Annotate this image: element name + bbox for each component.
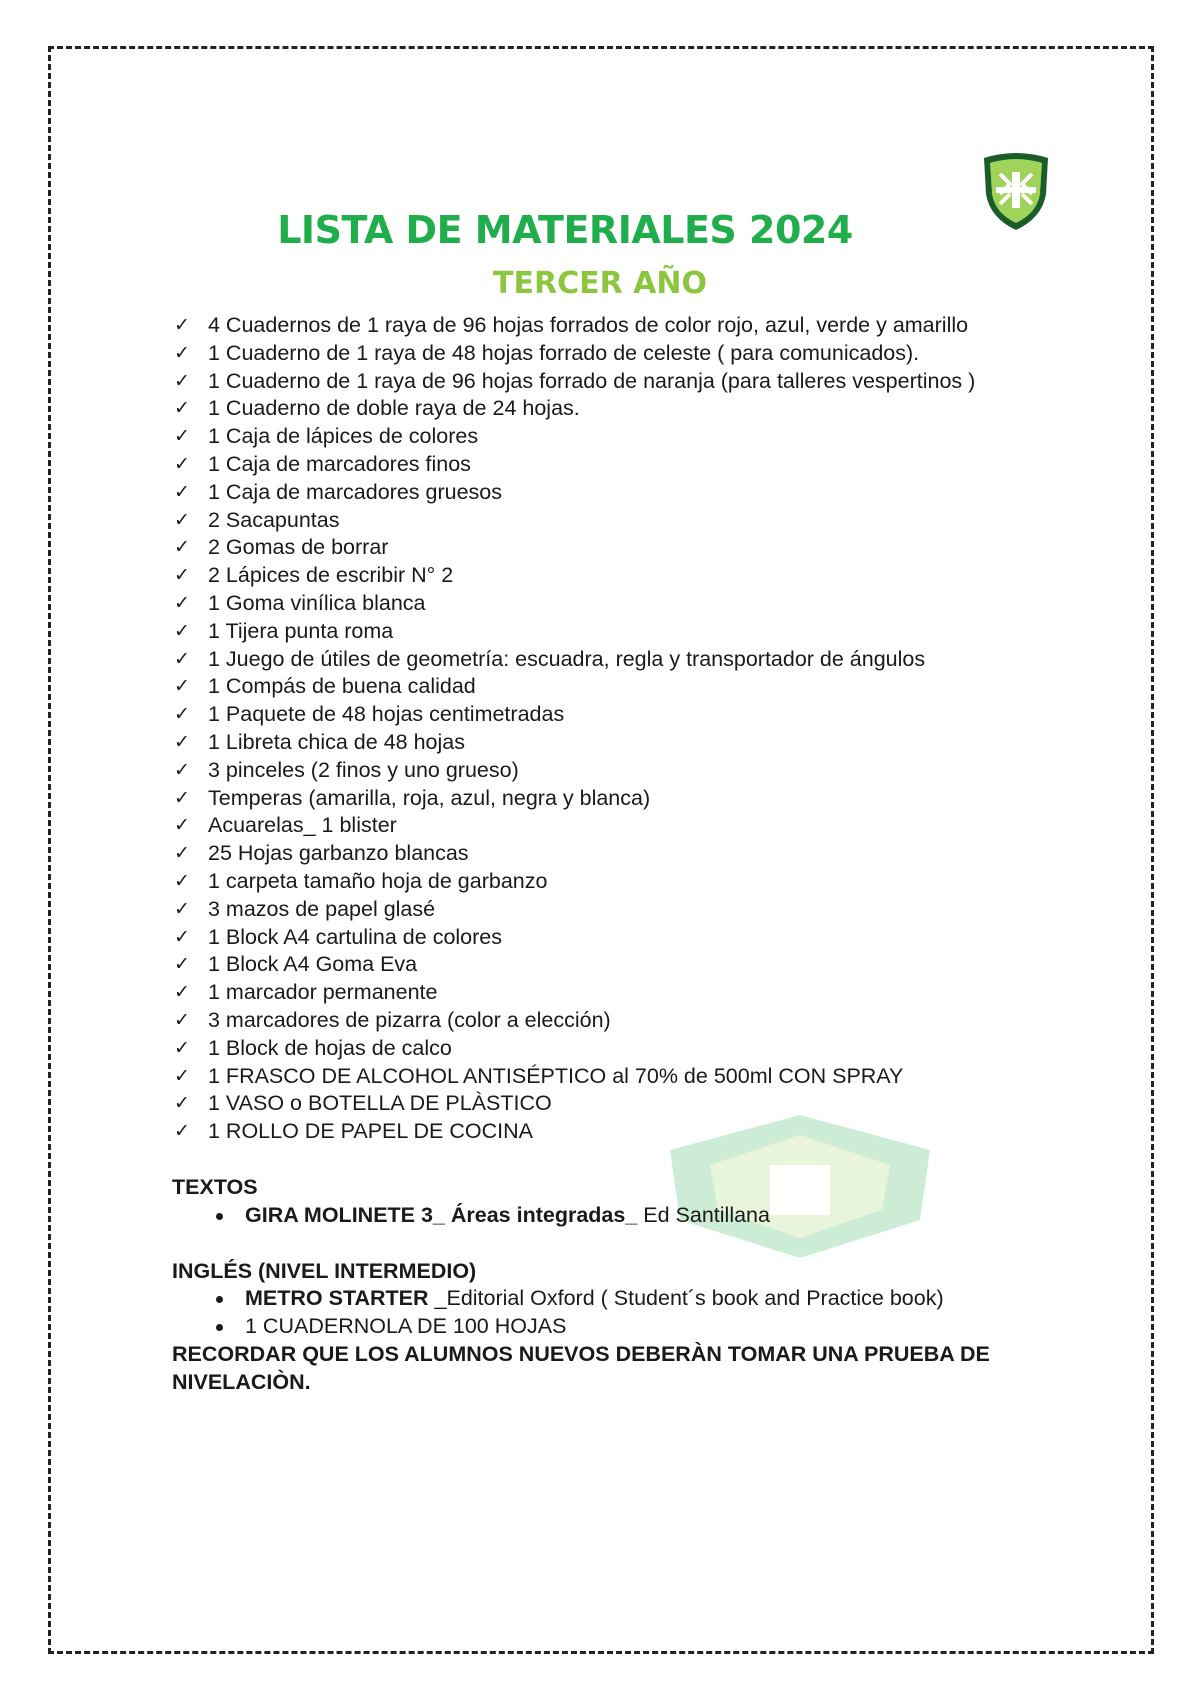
list-item bbox=[172, 979, 1072, 1007]
list-item bbox=[172, 1118, 1072, 1146]
list-item bbox=[172, 1313, 1072, 1341]
checkmark-icon: ✓ bbox=[174, 647, 190, 670]
checkmark-icon: ✓ bbox=[174, 508, 190, 531]
list-item bbox=[172, 368, 1072, 396]
list-item bbox=[172, 896, 1072, 924]
list-item bbox=[172, 1090, 1072, 1118]
list-item-text: 1 Block A4 cartulina de colores bbox=[208, 924, 502, 949]
checkmark-icon: ✓ bbox=[174, 869, 190, 892]
list-item-text: 2 Lápices de escribir N° 2 bbox=[208, 563, 454, 588]
list-item bbox=[172, 1035, 1072, 1063]
list-item bbox=[172, 729, 1072, 757]
list-item-text: 1 Cuaderno de 1 raya de 96 hojas forrado de naranja (para talleres vespertinos ) bbox=[208, 368, 976, 393]
list-item bbox=[172, 924, 1072, 952]
list-item bbox=[172, 395, 1072, 423]
list-item bbox=[172, 868, 1072, 896]
page-title: LISTA DE MATERIALES 2024 bbox=[277, 208, 853, 252]
bullet-dot-icon bbox=[216, 1213, 223, 1220]
item-detail: _Editorial Oxford ( Student´s book and Practice book) bbox=[428, 1286, 944, 1311]
list-item-text: Temperas (amarilla, roja, azul, negra y blanca) bbox=[208, 785, 651, 810]
document-body bbox=[172, 312, 1072, 1396]
list-item-text: 1 Libreta chica de 48 hojas bbox=[208, 729, 465, 754]
checkmark-icon: ✓ bbox=[174, 536, 190, 559]
bullet-dot-icon bbox=[216, 1324, 223, 1331]
item-title: GIRA MOLINETE 3_ Áreas integradas_ bbox=[245, 1202, 638, 1227]
list-item bbox=[172, 590, 1072, 618]
list-item-text: 1 FRASCO DE ALCOHOL ANTISÉPTICO al 70% de 500ml CON SPRAY bbox=[208, 1063, 904, 1088]
list-item bbox=[172, 646, 1072, 674]
item-detail: Ed Santillana bbox=[637, 1202, 770, 1227]
list-item-text: 1 Caja de marcadores finos bbox=[208, 451, 471, 476]
list-item-text: 3 pinceles (2 finos y uno grueso) bbox=[208, 757, 519, 782]
list-item bbox=[172, 451, 1072, 479]
checkmark-icon: ✓ bbox=[174, 1120, 190, 1143]
checkmark-icon: ✓ bbox=[174, 341, 190, 364]
list-item bbox=[172, 312, 1072, 340]
list-item-text: 1 Caja de lápices de colores bbox=[208, 424, 479, 449]
list-item bbox=[172, 507, 1072, 535]
list-item-text: 3 mazos de papel glasé bbox=[208, 896, 436, 921]
list-item-text: 2 Sacapuntas bbox=[208, 507, 340, 532]
checkmark-icon: ✓ bbox=[174, 897, 190, 920]
list-item bbox=[172, 812, 1072, 840]
checkmark-icon: ✓ bbox=[174, 619, 190, 642]
checkmark-icon: ✓ bbox=[174, 1036, 190, 1059]
page-subtitle: TERCER AÑO bbox=[493, 266, 707, 301]
texts-list bbox=[172, 1202, 1072, 1230]
checkmark-icon: ✓ bbox=[174, 675, 190, 698]
list-item bbox=[172, 1063, 1072, 1091]
reminder-note: RECORDAR QUE LOS ALUMNOS NUEVOS DEBERÀN TOMAR UNA PRUEBA DE NIVELACIÒN. bbox=[172, 1341, 990, 1394]
checkmark-icon: ✓ bbox=[174, 591, 190, 614]
list-item-text: Acuarelas_ 1 blister bbox=[208, 813, 397, 838]
checkmark-icon: ✓ bbox=[174, 953, 190, 976]
checkmark-icon: ✓ bbox=[174, 1008, 190, 1031]
list-item bbox=[172, 840, 1072, 868]
checkmark-icon: ✓ bbox=[174, 842, 190, 865]
checkmark-icon: ✓ bbox=[174, 1092, 190, 1115]
list-item-text: 1 marcador permanente bbox=[208, 980, 438, 1005]
list-item-text: 1 Paquete de 48 hojas centimetradas bbox=[208, 702, 565, 727]
checkmark-icon: ✓ bbox=[174, 1064, 190, 1087]
english-heading: INGLÉS (NIVEL INTERMEDIO) bbox=[172, 1258, 477, 1283]
checkmark-icon: ✓ bbox=[174, 758, 190, 781]
list-item-text: 1 Cuaderno de doble raya de 24 hojas. bbox=[208, 396, 580, 421]
list-item-text: 2 Gomas de borrar bbox=[208, 535, 389, 560]
list-item bbox=[172, 1202, 1072, 1230]
texts-heading: TEXTOS bbox=[172, 1174, 258, 1199]
checkmark-icon: ✓ bbox=[174, 452, 190, 475]
list-item bbox=[172, 785, 1072, 813]
item-detail: 1 CUADERNOLA DE 100 HOJAS bbox=[245, 1314, 567, 1339]
list-item-text: 1 ROLLO DE PAPEL DE COCINA bbox=[208, 1119, 533, 1144]
list-item-text: 1 Cuaderno de 1 raya de 48 hojas forrado de celeste ( para comunicados). bbox=[208, 340, 920, 365]
checkmark-icon: ✓ bbox=[174, 314, 190, 336]
list-item-text: 1 Compás de buena calidad bbox=[208, 674, 476, 699]
checkmark-icon: ✓ bbox=[174, 786, 190, 809]
checkmark-icon: ✓ bbox=[174, 564, 190, 587]
checkmark-icon: ✓ bbox=[174, 981, 190, 1004]
list-item bbox=[172, 562, 1072, 590]
checkmark-icon: ✓ bbox=[174, 730, 190, 753]
item-title: METRO STARTER bbox=[245, 1286, 429, 1311]
list-item-text: 25 Hojas garbanzo blancas bbox=[208, 841, 469, 866]
list-item-text: 1 Caja de marcadores gruesos bbox=[208, 479, 502, 504]
list-item-text: 1 Block de hojas de calco bbox=[208, 1035, 452, 1060]
checkmark-icon: ✓ bbox=[174, 397, 190, 420]
checkmark-icon: ✓ bbox=[174, 369, 190, 392]
list-item bbox=[172, 479, 1072, 507]
list-item bbox=[172, 340, 1072, 368]
list-item-text: 1 carpeta tamaño hoja de garbanzo bbox=[208, 868, 548, 893]
materials-list bbox=[172, 312, 1072, 1146]
list-item bbox=[172, 618, 1072, 646]
bullet-dot-icon bbox=[216, 1296, 223, 1303]
checkmark-icon: ✓ bbox=[174, 480, 190, 503]
checkmark-icon: ✓ bbox=[174, 925, 190, 948]
checkmark-icon: ✓ bbox=[174, 703, 190, 726]
list-item-text: 1 VASO o BOTELLA DE PLÀSTICO bbox=[208, 1091, 552, 1116]
list-item bbox=[172, 534, 1072, 562]
list-item bbox=[172, 673, 1072, 701]
checkmark-icon: ✓ bbox=[174, 425, 190, 448]
list-item-text: 4 Cuadernos de 1 raya de 96 hojas forrados de color rojo, azul, verde y amarillo bbox=[208, 313, 969, 337]
list-item bbox=[172, 423, 1072, 451]
list-item-text: 1 Goma vinílica blanca bbox=[208, 590, 426, 615]
list-item bbox=[172, 951, 1072, 979]
list-item bbox=[172, 757, 1072, 785]
list-item-text: 1 Juego de útiles de geometría: escuadra, regla y transportador de ángulos bbox=[208, 646, 926, 671]
list-item bbox=[172, 701, 1072, 729]
english-list bbox=[172, 1285, 1072, 1341]
checkmark-icon: ✓ bbox=[174, 814, 190, 837]
list-item bbox=[172, 1285, 1072, 1313]
list-item-text: 1 Block A4 Goma Eva bbox=[208, 952, 418, 977]
list-item-text: 1 Tijera punta roma bbox=[208, 618, 394, 643]
list-item-text: 3 marcadores de pizarra (color a elección) bbox=[208, 1007, 611, 1032]
list-item bbox=[172, 1007, 1072, 1035]
